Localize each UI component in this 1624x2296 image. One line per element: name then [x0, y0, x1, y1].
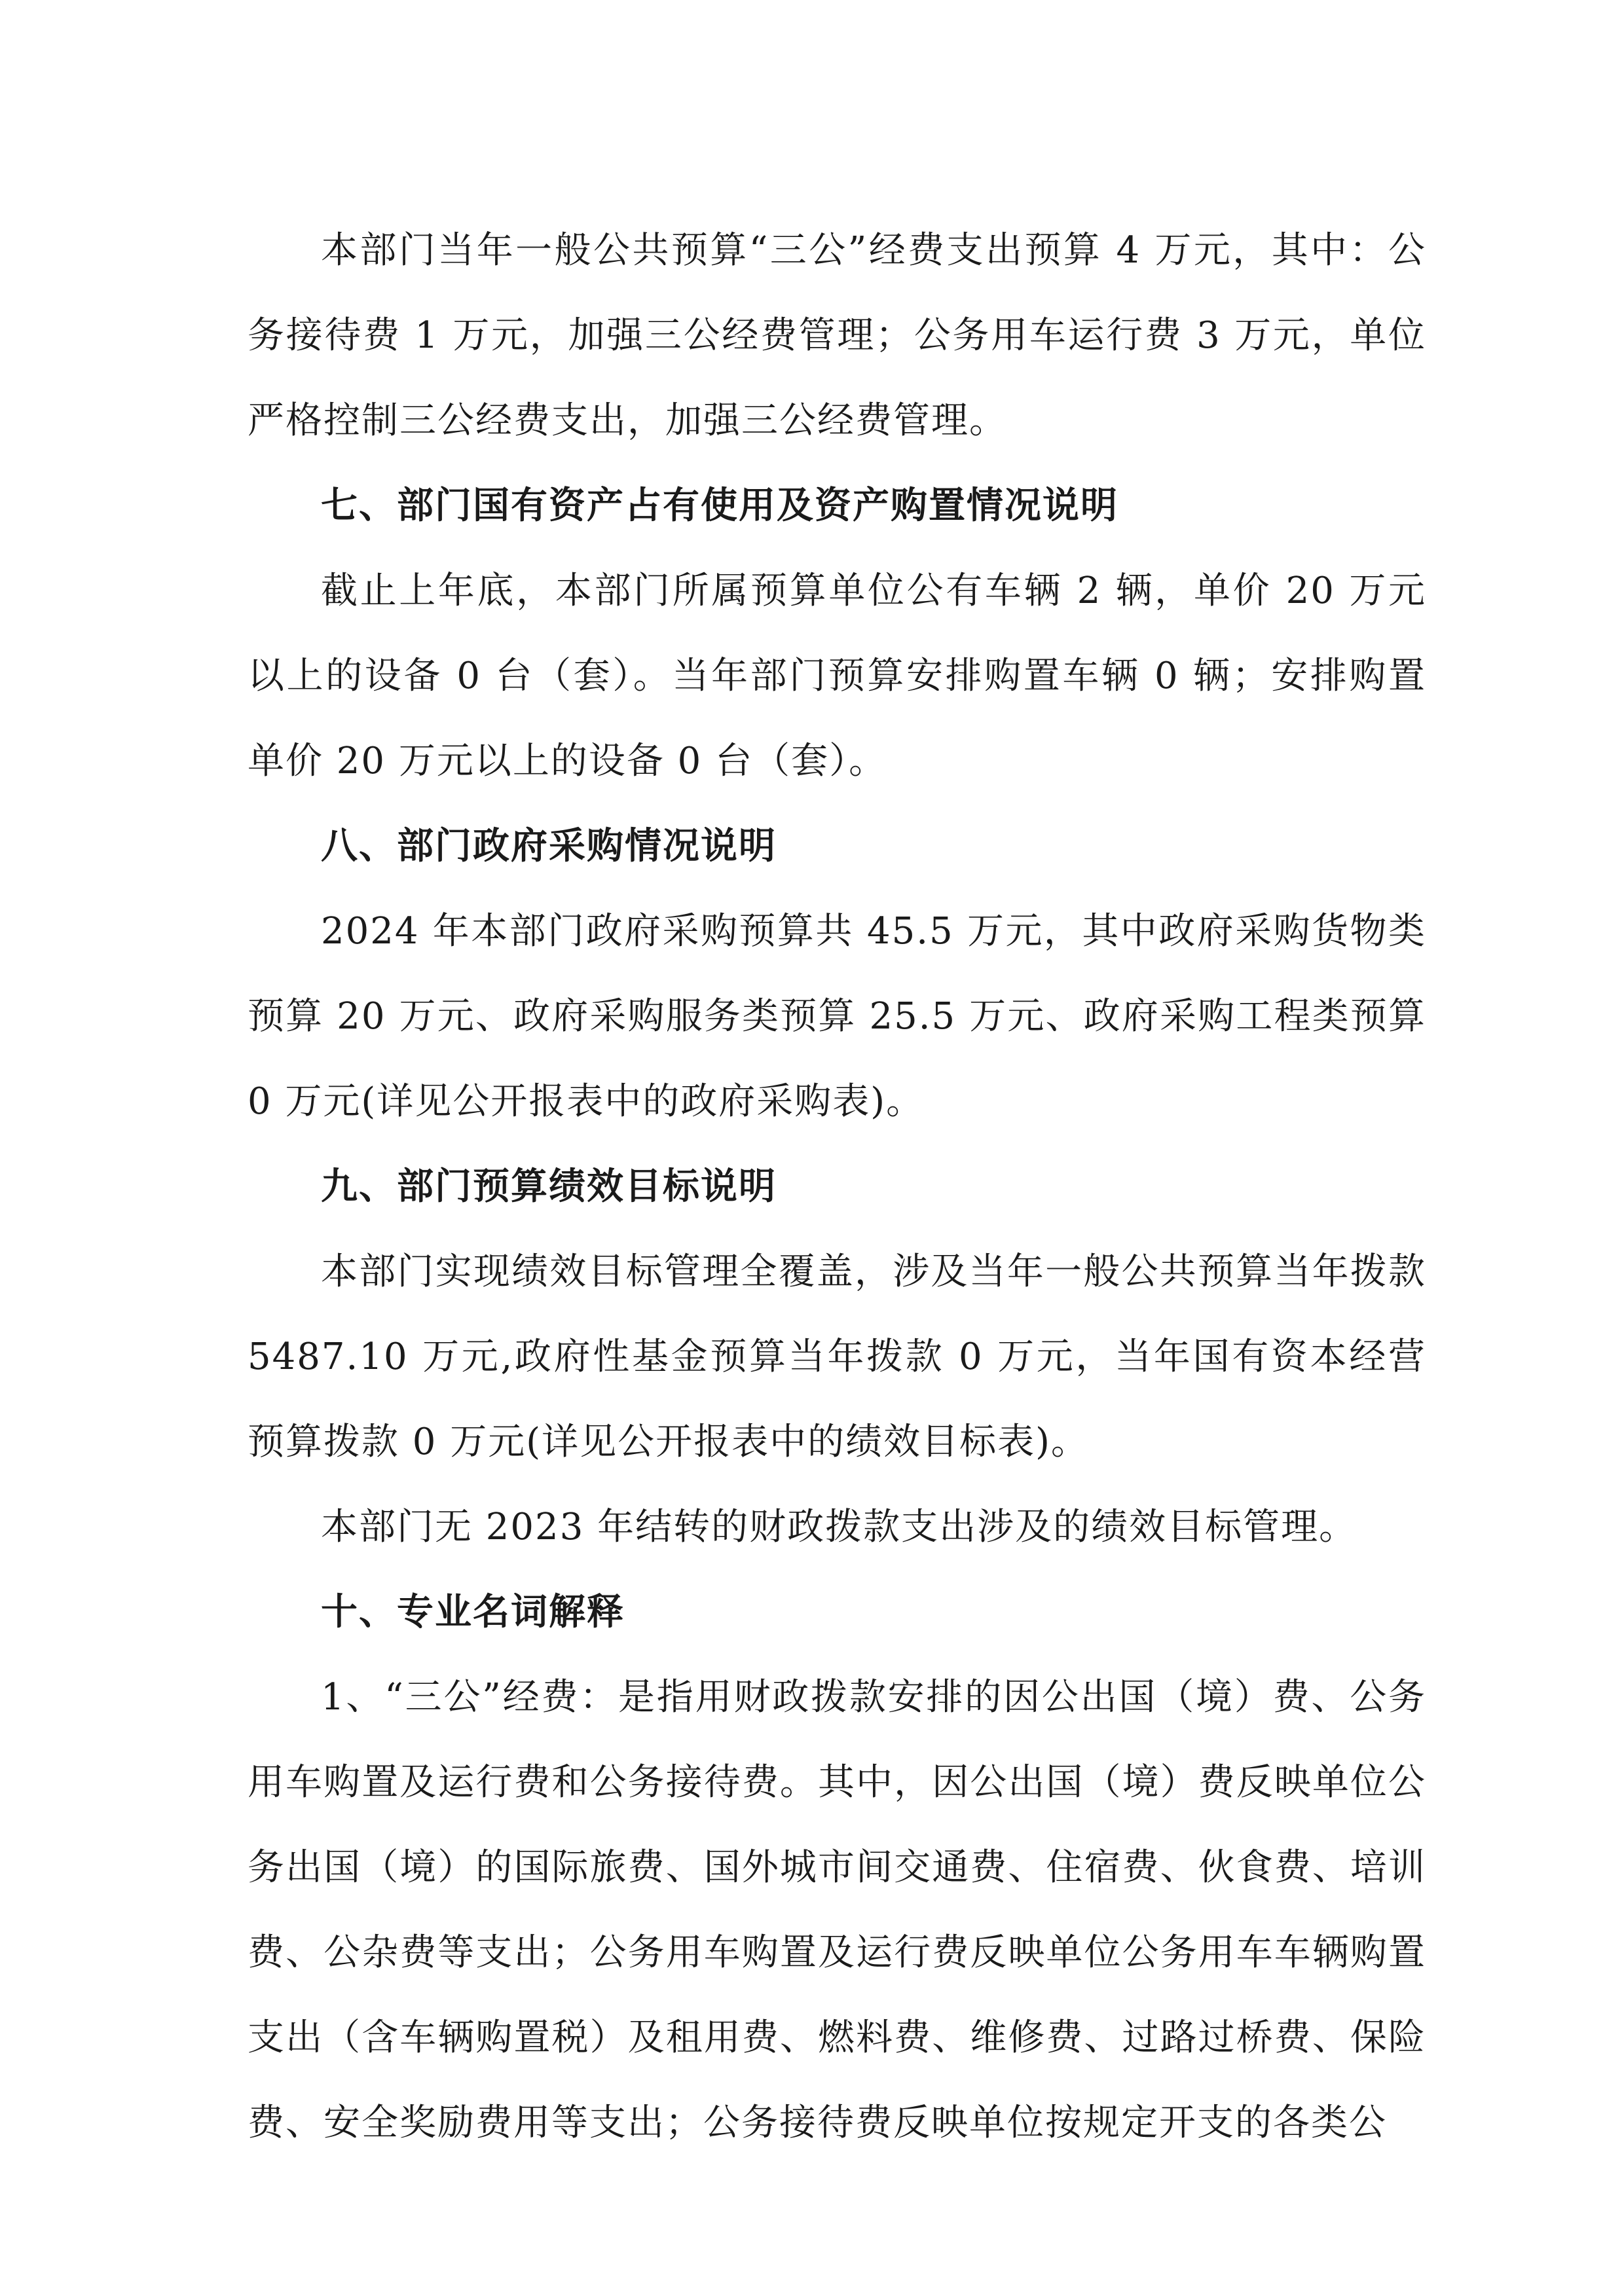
paragraph-three-public-expenses-budget: 本部门当年一般公共预算“三公”经费支出预算 4 万元，其中：公务接待费 1 万元，加强三公经费管理；公务用车运行费 3 万元，单位严格控制三公经费支出，加强三公经费管理。 — [248, 229, 1426, 442]
paragraph-state-assets: 截止上年底，本部门所属预算单位公有车辆 2 辆，单价 20 万元以上的设备 0 台（套）。当年部门预算安排购置车辆 0 辆；安排购置单价 20 万元以上的设备 0 台（套）。 — [248, 570, 1426, 782]
heading-section-7-state-assets: 七、部门国有资产占有使用及资产购置情况说明 — [321, 484, 1118, 527]
paragraph-government-procurement: 2024 年本部门政府采购预算共 45.5 万元，其中政府采购货物类预算 20 万元、政府采购服务类预算 25.5 万元、政府采购工程类预算 0 万元(详见公开报表中的政府采购表)。 — [248, 910, 1426, 1123]
heading-section-9-performance-goals: 九、部门预算绩效目标说明 — [321, 1165, 777, 1208]
heading-section-8-government-procurement: 八、部门政府采购情况说明 — [321, 825, 777, 867]
paragraph-carryover-note: 本部门无 2023 年结转的财政拨款支出涉及的绩效目标管理。 — [321, 1506, 1357, 1548]
paragraph-performance-goals: 本部门实现绩效目标管理全覆盖，涉及当年一般公共预算当年拨款 5487.10 万元,政府性基金预算当年拨款 0 万元，当年国有资本经营预算拨款 0 万元(详见公开报表中的绩效目标表)。 — [248, 1250, 1426, 1463]
paragraph-glossary-three-public-expenses: 1、“三公”经费：是指用财政拨款安排的因公出国（境）费、公务用车购置及运行费和公务接待费。其中，因公出国（境）费反映单位公务出国（境）的国际旅费、国外城市间交通费、住宿费、伙食费、培训费、公杂费等支出；公务用车购置及运行费反映单位公务用车车辆购置支出（含车辆购置税）及租用费、燃料费、维修费、过路过桥费、保险费、安全奖励费用等支出；公务接待费反映单位按规定开支的各类公 — [248, 1676, 1426, 2144]
document-body — [248, 208, 1426, 2166]
heading-section-10-glossary: 十、专业名词解释 — [321, 1591, 625, 1633]
